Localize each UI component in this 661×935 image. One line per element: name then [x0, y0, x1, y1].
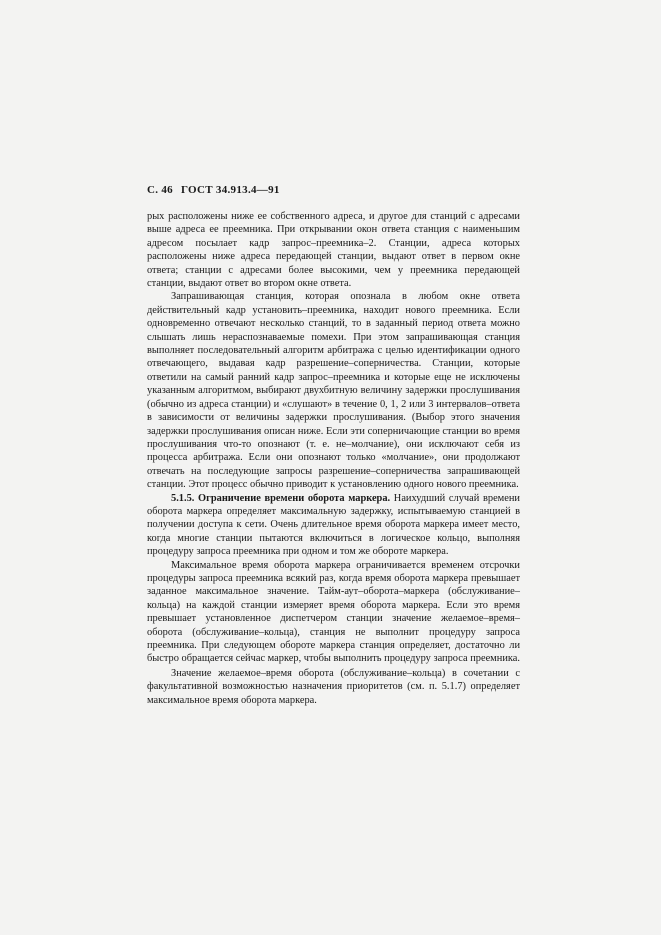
section-text: Наихудший случай времени оборота маркера определяет максимальную задержку, испытываемую станцией в получении доступа к сети. Очень длительное время оборота маркера имеет место, когда многие станции пытаются включиться в логическое кольцо, выполняя процедуру запроса преемника при одном и том же обороте маркера. — [147, 492, 520, 558]
running-header — [147, 184, 280, 196]
paragraph-desired-rotation-time: Значение желаемое–время оборота (обслуживание–кольца) в сочетании с факультативной возможностью назначения приоритетов (см. п. 5.1.7) определяет максимальное время оборота маркера. — [147, 667, 520, 706]
paragraph-requesting-station: Запрашивающая станция, которая опознала в любом окне ответа действительный кадр установить–преемника, находит нового преемника. Если одновременно отвечают несколько станций, то в заданный период ответа можно слышать лишь нераспознаваемые помехи. При этом запрашивающая станция выполняет последовательный алгоритм арбитража с целью идентификации одного отвечающего, выдавая кадр разрешение–соперничества. Станции, которые ответили на самый ранний кадр запрос–преемника и которые еще не исключены указанным алгоритмом, выбирают двухбитную величину задержки прослушивания (обычно из адреса станции) и «слушают» в течение 0, 1, 2 или 3 интервалов–ответа в зависимости от величины задержки прослушивания. (Выбор этого значения задержки прослушивания описан ниже. Если эти соперничающие станции во время прослушивания что-то опознают (т. е. не–молчание), они исключают себя из процесса арбитража. Если они опознают только «молчание», они продолжают отвечать на последующие запросы разрешение–соперничества запрашивающей станции. Этот процесс обычно приводит к установлению одного нового преемника. — [147, 291, 520, 491]
paragraph-section-5-1-5 — [147, 492, 520, 559]
page-number: С. 46 — [147, 184, 173, 196]
paragraph-continuation: рых расположены ниже ее собственного адреса, и другое для станций с адресами выше адреса ее преемника. При открывании окон ответа станция с наименьшим адресом посылает кадр запрос–преемника–2. Станции, адреса которых расположены ниже адреса передающей станции, выдают ответ в первом окне ответа; станции с адресами более высокими, чем у преемника передающей станции, выдают ответ во втором окне ответа. — [147, 211, 520, 290]
body-text — [147, 210, 520, 707]
paragraph-max-rotation-time: Максимальное время оборота маркера ограничивается временем отсрочки процедуры запроса преемника всякий раз, когда время оборота маркера превышает заданное максимальное значение. Тайм-аут–оборота–маркера (обслуживание–кольца) на каждой станции измеряет время оборота маркера. Если это время превышает установленное диспетчером станции значение желаемое–время–оборота (обслуживание–кольца), станция не выполнит процедуру запроса преемника. При следующем обороте маркера станция определяет, достаточно ли быстро обращается сейчас маркер, чтобы выполнить процедуру запроса преемника. — [147, 559, 520, 665]
section-heading: 5.1.5. Ограничение времени оборота маркера. — [171, 492, 391, 504]
standard-designation: ГОСТ 34.913.4—91 — [180, 184, 280, 196]
